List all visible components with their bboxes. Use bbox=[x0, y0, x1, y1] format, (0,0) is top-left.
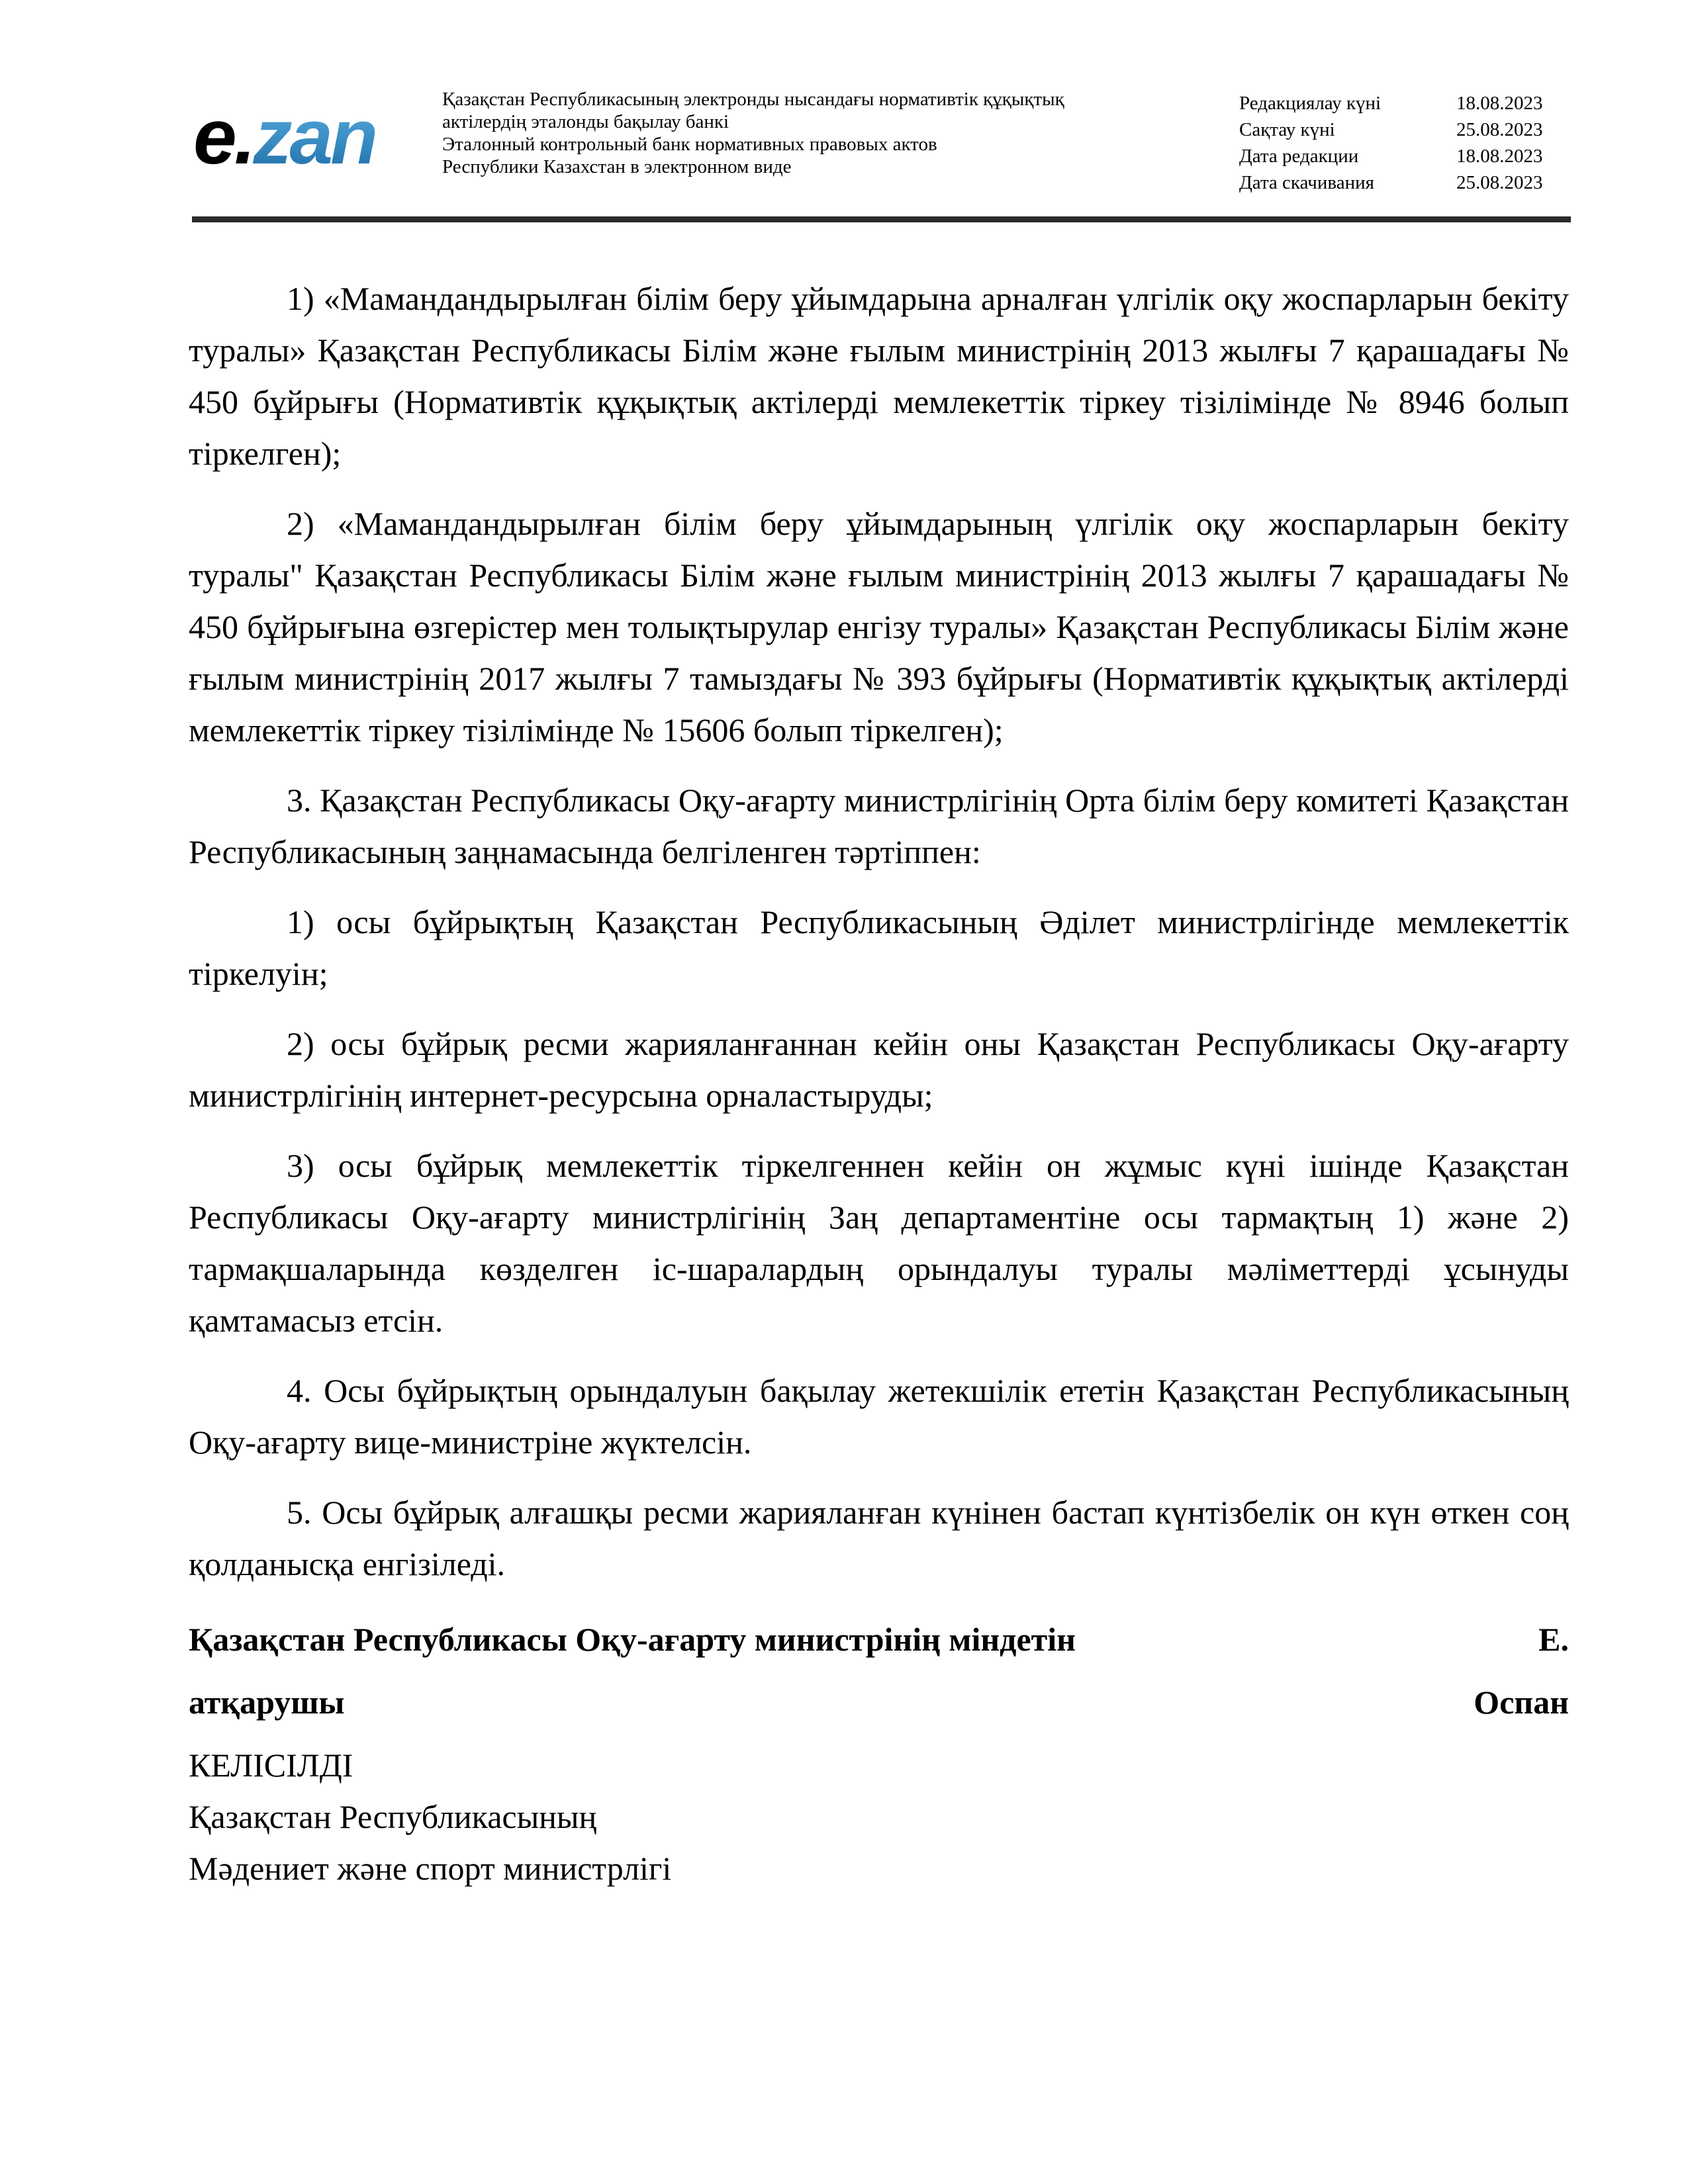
ezan-logo bbox=[193, 93, 376, 181]
date-value: 18.08.2023 bbox=[1456, 146, 1543, 167]
date-value: 18.08.2023 bbox=[1456, 93, 1543, 114]
body-paragraph: 4. Осы бұйрықтың орындалуын бақылау жетекшілік ететін Қазақстан Республикасының Оқу-ағарту вице-министріне жүктелсін. bbox=[189, 1372, 1569, 1461]
ezan-logo-prefix: e. bbox=[193, 93, 254, 181]
date-row bbox=[1239, 116, 1570, 143]
org-title bbox=[442, 88, 1230, 178]
body-paragraph: 2) «Мамандандырылған білім беру ұйымдарының үлгілік оқу жоспарларын бекіту туралы" Қазақстан Республикасы Білім және ғылым министрінің 2013 жылғы 7 қарашадағы № 450 бұйрығына өзгерістер мен толықтырулар енгізу туралы» Қазақстан Республикасы Білім және ғылым министрінің 2017 жылғы 7 тамыздағы № 393 бұйрығы (Нормативтік құқықтық актілерді мемлекеттік тіркеу тізілімінде № 15606 болып тіркелген); bbox=[189, 505, 1569, 749]
body-paragraph: 5. Осы бұйрық алғашқы ресми жарияланған күнінен бастап күнтізбелік он күн өткен соң қолданысқа енгізіледі. bbox=[189, 1494, 1569, 1582]
signature-title-line1: Қазақстан Республикасы Оқу-ағарту министрінің міндетін bbox=[189, 1621, 1076, 1658]
document-dates bbox=[1239, 90, 1570, 196]
signature-row bbox=[189, 1671, 1569, 1734]
body-paragraph: 3) осы бұйрық мемлекеттік тіркелгеннен кейін он жұмыс күні ішінде Қазақстан Республикасы Оқу-ағарту министрлігінің Заң департаментіне осы тармақтың 1) және 2) тармақшаларында көзделген іс-шаралардың орындалуы туралы мәліметтерді ұсынуды қамтамасыз етсін. bbox=[189, 1147, 1569, 1339]
body-paragraph: 2) осы бұйрық ресми жарияланғаннан кейін оны Қазақстан Республикасы Оқу-ағарту министрлігінің интернет-ресурсына орналастыруды; bbox=[189, 1025, 1569, 1114]
approval-block bbox=[189, 1739, 1569, 1894]
signature-name-initial: Е. bbox=[1538, 1621, 1569, 1658]
date-label: Редакциялау күні bbox=[1239, 93, 1382, 114]
date-row bbox=[1239, 169, 1570, 196]
approval-line: Қазақстан Республикасының bbox=[189, 1798, 597, 1835]
org-title-line: Эталонный контрольный банк нормативных правовых актов bbox=[442, 134, 937, 155]
date-value: 25.08.2023 bbox=[1456, 119, 1543, 140]
body-paragraph: 1) «Мамандандырылған білім беру ұйымдарына арналған үлгілік оқу жоспарларын бекіту туралы» Қазақстан Республикасы Білім және ғылым министрінің 2013 жылғы 7 қарашадағы № 450 бұйрығы (Нормативтік құқықтық актілерді мемлекеттік тіркеу тізілімінде № 8946 болып тіркелген); bbox=[189, 280, 1569, 472]
header-divider bbox=[192, 216, 1571, 222]
body-paragraph: 3. Қазақстан Республикасы Оқу-ағарту министрлігінің Орта білім беру комитеті Қазақстан Республикасының заңнамасында белгіленген тәртіппен: bbox=[189, 782, 1569, 870]
org-title-line: актілердің эталонды бақылау банкі bbox=[442, 111, 729, 132]
date-label: Дата редакции bbox=[1239, 146, 1359, 167]
date-label: Дата скачивания bbox=[1239, 172, 1374, 193]
date-label: Сақтау күні bbox=[1239, 119, 1335, 140]
ezan-logo-suffix: zan bbox=[253, 93, 376, 181]
org-title-line: Қазақстан Республикасының электронды нысандағы нормативтік құқықтық bbox=[442, 89, 1064, 110]
body-paragraph: 1) осы бұйрықтың Қазақстан Республикасының Әділет министрлігінде мемлекеттік тіркелуін; bbox=[189, 903, 1569, 992]
signature-title-line2: атқарушы bbox=[189, 1684, 345, 1721]
signature-row bbox=[189, 1608, 1569, 1671]
document-body bbox=[189, 273, 1569, 1894]
date-row bbox=[1239, 143, 1570, 169]
date-value: 25.08.2023 bbox=[1456, 172, 1543, 193]
date-row bbox=[1239, 90, 1570, 116]
approval-line: КЕЛІСІЛДІ bbox=[189, 1747, 353, 1784]
approval-line: Мәдениет және спорт министрлігі bbox=[189, 1850, 672, 1887]
org-title-line: Республики Казахстан в электронном виде bbox=[442, 156, 792, 177]
signature-block bbox=[189, 1608, 1569, 1734]
signature-name-surname: Оспан bbox=[1474, 1684, 1569, 1721]
